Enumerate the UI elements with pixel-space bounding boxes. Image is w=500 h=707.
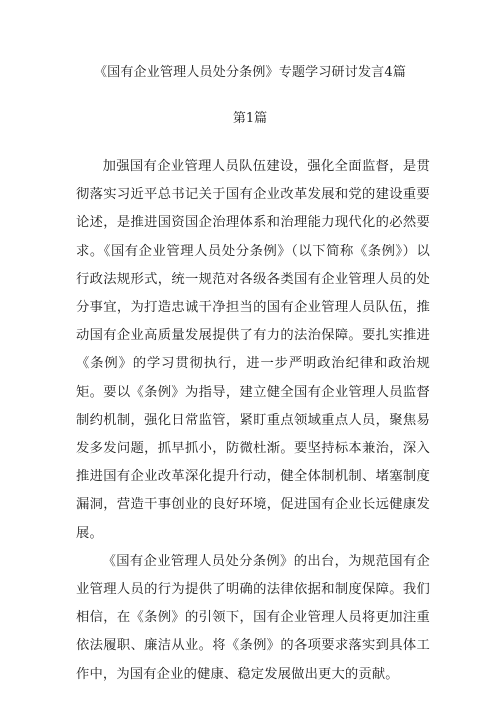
document-body [76,153,430,689]
body-paragraph-2: 《国有企业管理人员处分条例》的出台，为规范国有企业管理人员的行为提供了明确的法律依据和制度保障。我们相信，在《条例》的引领下，国有企业管理人员将更加注重依法履职、廉洁从业。将《条例》的各项要求落实到具体工作中，为国有企业的健康、稳定发展做出更大的贡献。 [76,553,430,682]
body-paragraph-1: 加强国有企业管理人员队伍建设，强化全面监督，是贯彻落实习近平总书记关于国有企业改革发展和党的建设重要论述，是推进国资国企治理体系和治理能力现代化的必然要求。《国有企业管理人员处分条例》（以下简称《条例》）以行政法规形式，统一规范对各级各类国有企业管理人员的处分事宜，为打造忠诚干净担当的国有企业管理人员队伍，推动国有企业高质量发展提供了有力的法治保障。要扎实推进《条例》的学习贯彻执行，进一步严明政治纪律和政治规矩。要以《条例》为指导，建立健全国有企业管理人员监督制约机制，强化日常监管，紧盯重点领域重点人员，聚焦易发多发问题，抓早抓小，防微杜渐。要坚持标本兼治，深入推进国有企业改革深化提升行动，健全体制机制、堵塞制度漏洞，营造干事创业的良好环境，促进国有企业长远健康发展。 [76,159,430,541]
document-title: 《国有企业管理人员处分条例》专题学习研讨发言4篇 [93,65,407,80]
section-heading: 第1篇 [232,111,268,126]
